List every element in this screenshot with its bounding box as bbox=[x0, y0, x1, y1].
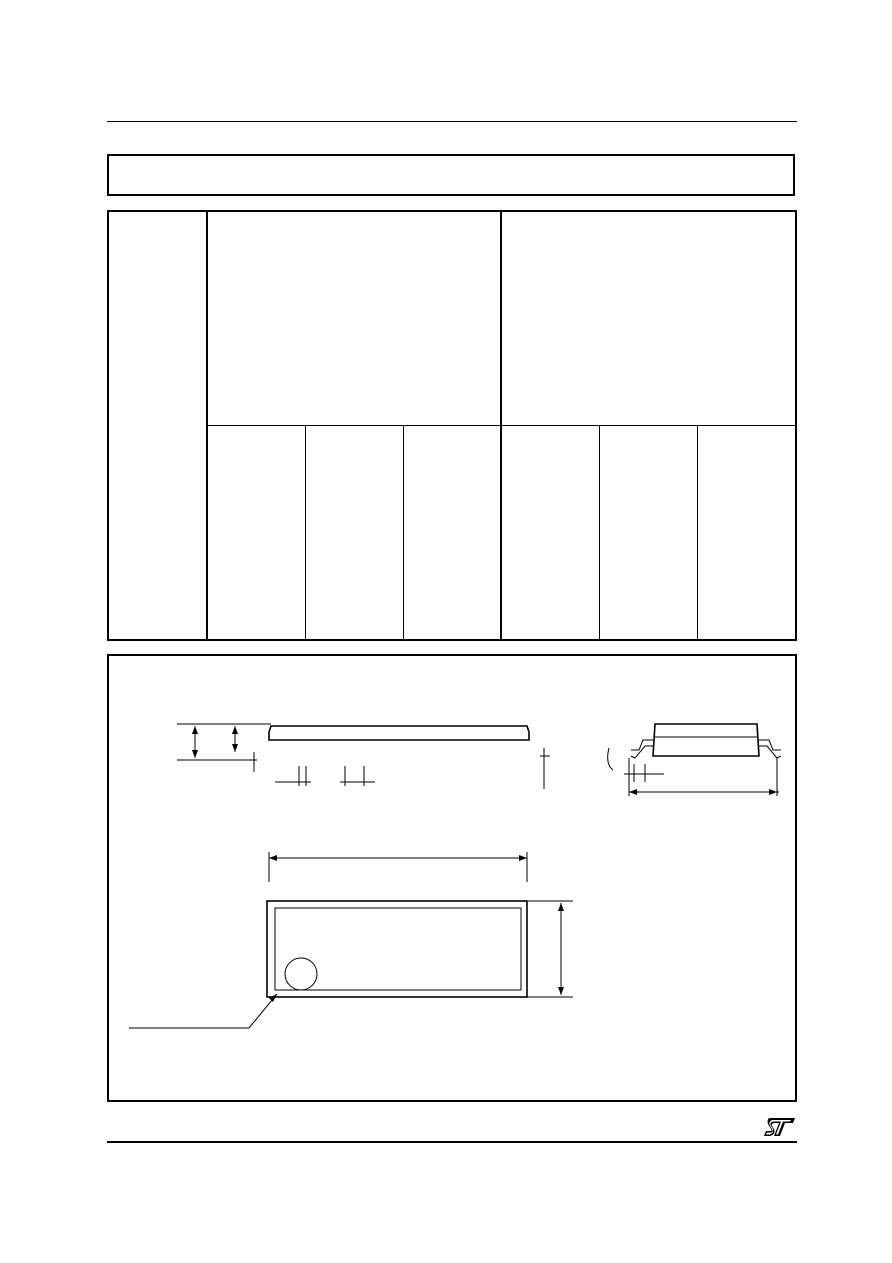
dimensions-table bbox=[107, 210, 797, 641]
side-view-body bbox=[269, 726, 529, 740]
header-group-1 bbox=[207, 211, 501, 426]
package-outline-drawing bbox=[109, 656, 799, 1104]
subheader-cell bbox=[501, 426, 599, 641]
table-title-box bbox=[107, 154, 795, 196]
subheader-cell bbox=[305, 426, 403, 641]
subheader-cell bbox=[207, 426, 305, 641]
header-dim-cell bbox=[108, 211, 207, 640]
header-rule bbox=[107, 121, 797, 122]
package-drawing bbox=[107, 654, 797, 1102]
subheader-cell bbox=[403, 426, 501, 641]
header-group-2 bbox=[501, 211, 796, 426]
subheader-cell bbox=[698, 426, 796, 641]
subheader-cell bbox=[600, 426, 698, 641]
footer-rule bbox=[107, 1141, 797, 1143]
st-logo-icon bbox=[763, 1116, 797, 1138]
